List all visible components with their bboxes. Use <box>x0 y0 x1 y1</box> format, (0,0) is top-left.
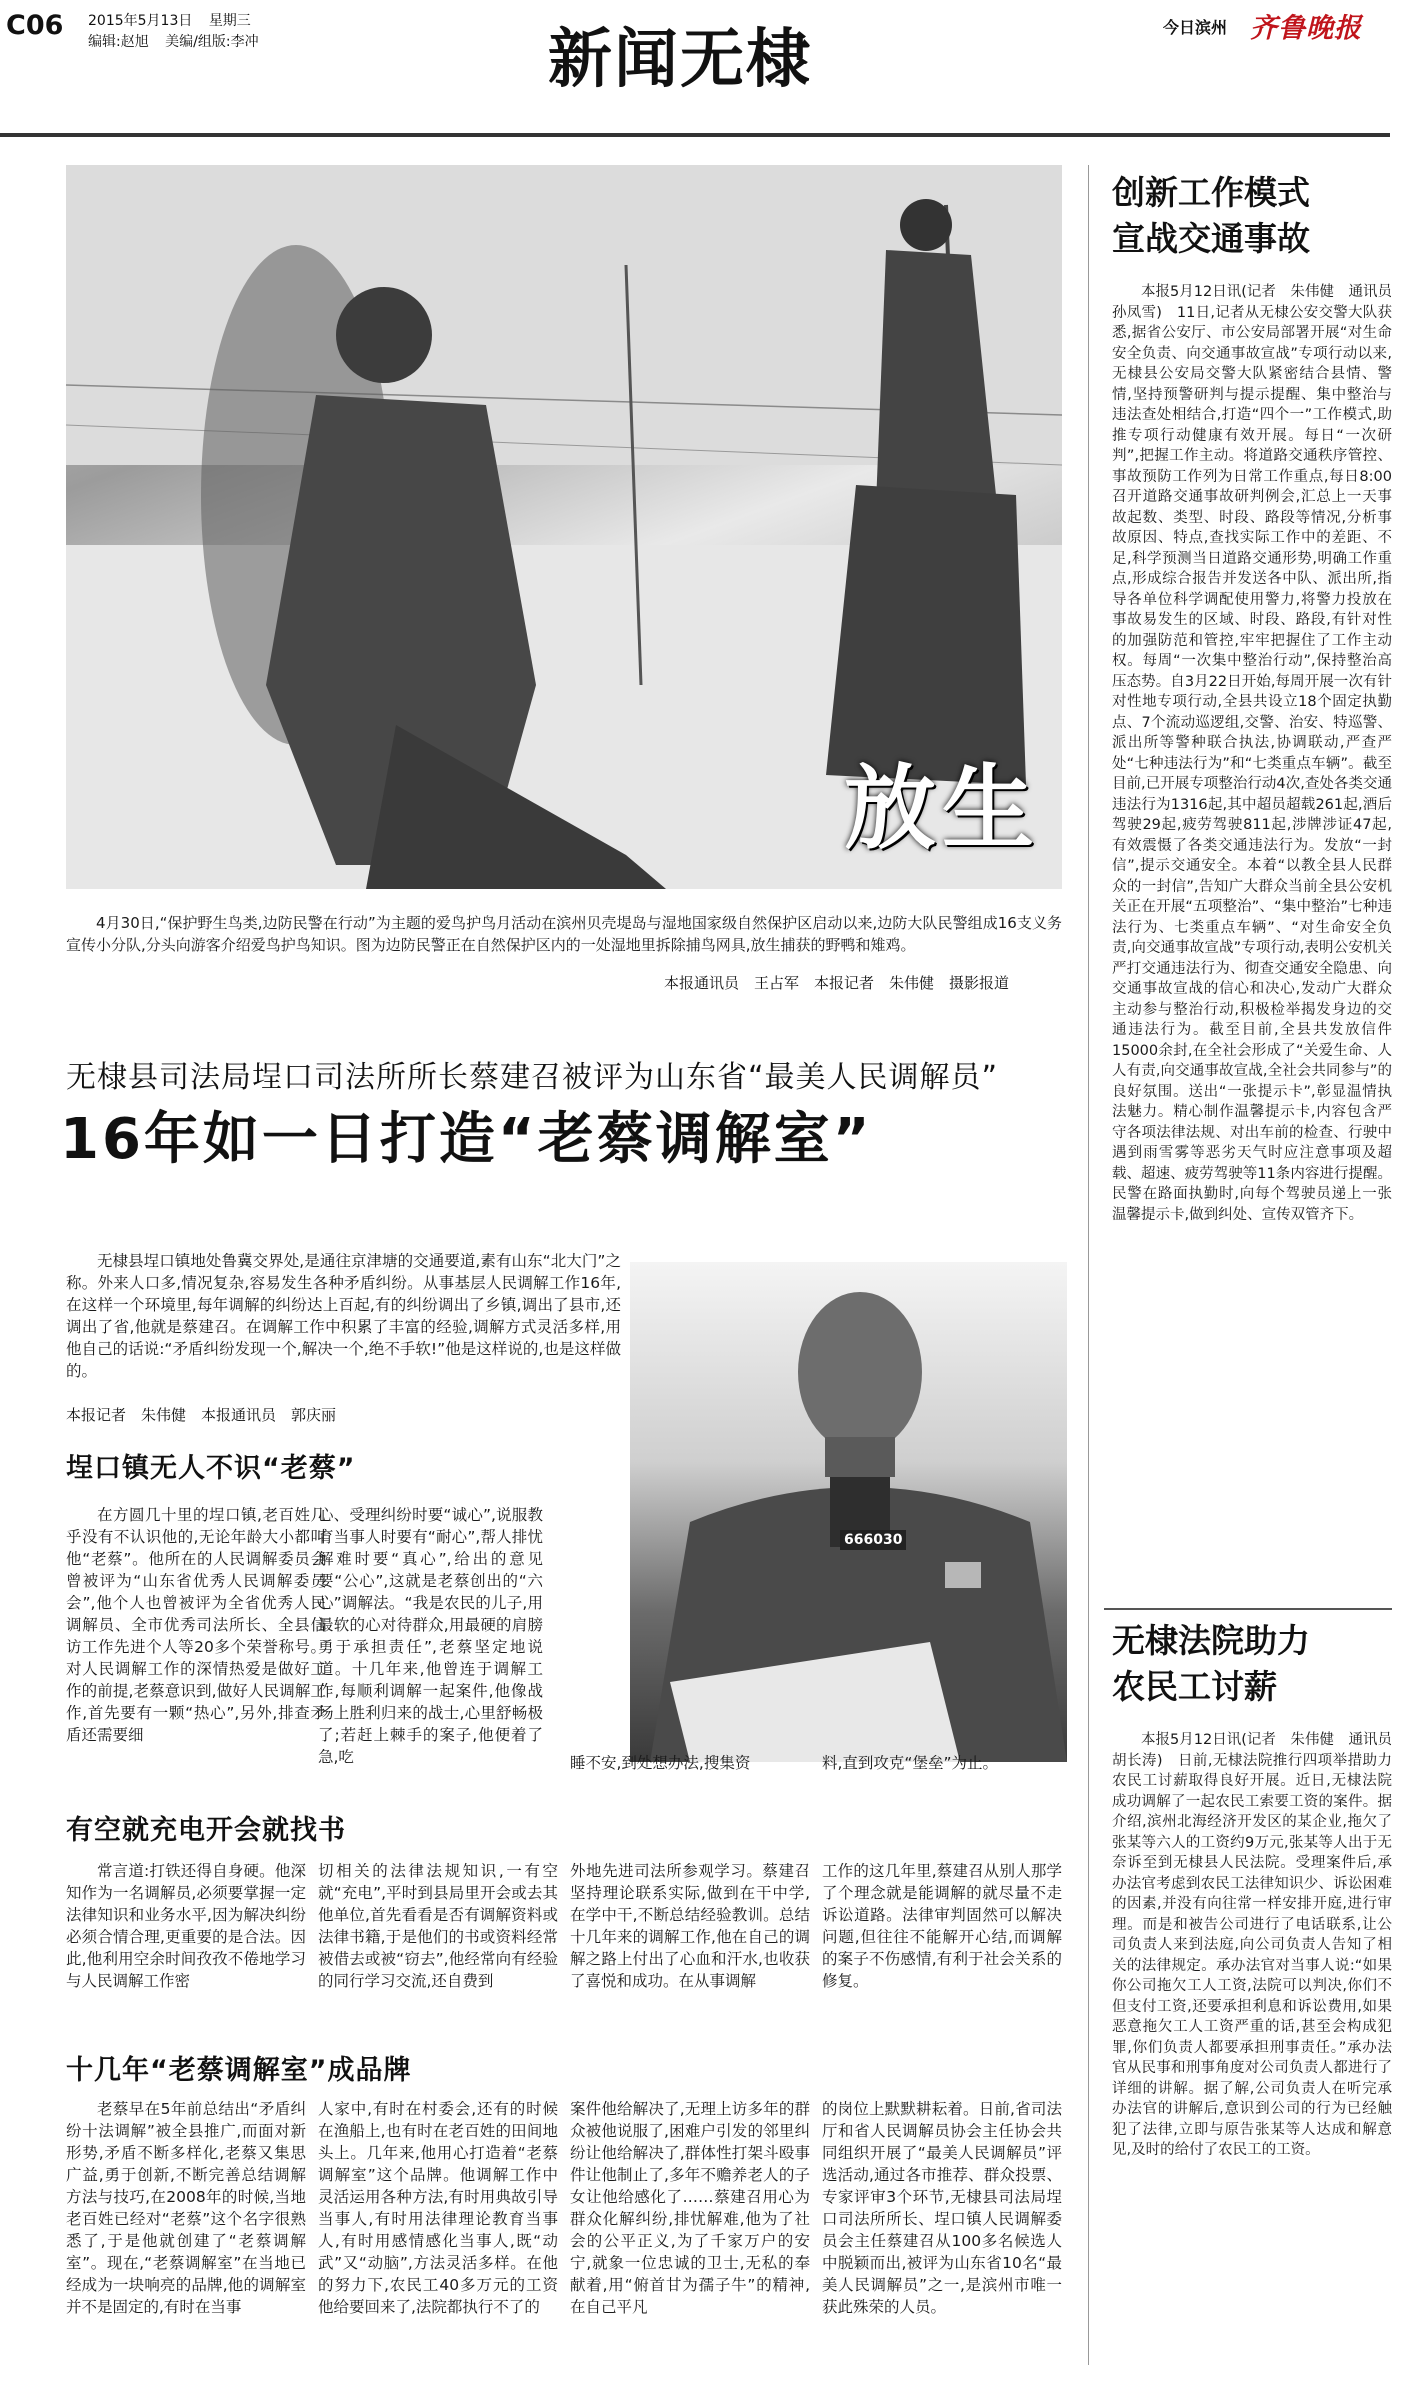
page-number: C06 <box>6 10 64 41</box>
section2-col1-text: 常言道:打铁还得自身硬。他深知作为一名调解员,必须要掌握一定法律知识和业务水平,因为解决纠纷必须合情合理,更重要的是合法。因此,他利用空余时间孜孜不倦地学习与人民调解工作密 <box>66 1862 306 1990</box>
header-editors <box>88 33 259 51</box>
section3-col1-text: 老蔡早在5年前总结出“矛盾纠纷十法调解”被全县推广,而面对新形势,矛盾不断多样化,老蔡又集思广益,勇于创新,不断完善总结调解方法与技巧,在2008年的时候,当地老百姓已经对“老蔡”这个名字很熟悉了,于是他就创建了“老蔡调解室”。现在,“老蔡调解室”在当地已经成为一块响亮的品牌,他的调解室并不是固定的,有时在当事 <box>66 2100 306 2316</box>
designer-text: 美编/组版:李冲 <box>165 34 259 50</box>
section3-title: 十几年“老蔡调解室”成品牌 <box>66 2055 412 2086</box>
section1-title: 埕口镇无人不识“老蔡” <box>66 1453 356 1484</box>
main-lead <box>66 1250 621 1382</box>
section1-col4 <box>822 1752 1062 1774</box>
section3-col4 <box>822 2098 1062 2318</box>
section3-col3-text: 案件他给解决了,无理上访多年的群众被他说服了,困难户引发的邻里纠纷让他给解决了,群体性打架斗殴事件让他制止了,多年不赡养老人的子女让他给感化了……蔡建召用心为群众化解纠纷,排忧解难,他为了社会的公平正义,为了千家万户的安宁,就象一位忠诚的卫士,无私的奉献着,用“俯首甘为孺子牛”的精神,在自己平凡 <box>570 2100 810 2316</box>
editor-text: 编辑:赵旭 <box>88 34 149 50</box>
cai-jianzhao-portrait <box>630 1262 1067 1762</box>
section3-col2-text: 人家中,有时在村委会,还有的时候在渔船上,也有时在老百姓的田间地头上。几年来,他用心打造着“老蔡调解室”这个品牌。他调解工作中灵活运用各种方法,有时用典故引导当事人,有时用法律理论教育当事人,有时用感情感化当事人,既“动武”又“动脑”,方法灵活多样。在他的努力下,农民工40多万元的工资他给要回来了,法院都执行不了的 <box>318 2100 558 2316</box>
right-article1-title-line1: 创新工作模式 <box>1112 173 1310 212</box>
section2-col2 <box>318 1860 558 1992</box>
section3-col3 <box>570 2098 810 2318</box>
section2-col2-text: 切相关的法律法规知识,一有空就“充电”,平时到县局里开会或去其他单位,首先看看是否有调解资料或法律书籍,于是他们的书或资料经常被借去或被“窃去”,他经常向有经验的同行学习交流,还自费到 <box>318 1862 558 1990</box>
main-kicker: 无棣县司法局埕口司法所所长蔡建召被评为山东省“最美人民调解员” <box>66 1060 999 1095</box>
photo-caption <box>66 912 1062 956</box>
right-article2-title-line1: 无棣法院助力 <box>1112 1621 1310 1660</box>
right-column-divider <box>1088 165 1089 2365</box>
main-byline: 本报记者 朱伟健 本报通讯员 郭庆丽 <box>66 1406 337 1424</box>
edition-label: 今日滨州 <box>1163 18 1228 37</box>
section1-col2 <box>318 1504 543 1768</box>
right-article1-title <box>1112 170 1310 262</box>
right-article1-text: 本报5月12日讯(记者 朱伟健 通讯员 孙凤雪) 11日,记者从无棣公安交警大队获悉,据省公安厅、市公安局部署开展“对生命安全负责、向交通事故宣战”专项行动以来,无棣县公安局交警大队紧密结合县情、警情,坚持预警研判与提示提醒、集中整治与违法查处相结合,打造“四个一”工作模式,助推专项行动健康有效开展。每日“一次研判”,把握工作主动。将道路交通秩序管控、事故预防工作列为日常工作重点,每日8:00召开道路交通事故研判例会,汇总上一天事故起数、类型、时段、路段等情况,分析事故原因、特点,查找实际工作中的差距、不足,科学预测当日道路交通形势,明确工作重点,形成综合报告并发送各中队、派出所,指导各单位科学调配使用警力,将警力投放在事故易发生的区域、时段、路段,有针对性的加强防范和管控,牢牢把握住了工作主动权。每周“一次集中整治行动”,保持整治高压态势。自3月22日开始,每周开展一次有针对性地专项行动,全县共设立18个固定执勤点、7个流动巡逻组,交警、治安、特巡警、派出所等警种联合执法,协调联动,严查严处“七种违法行为”和“七类重点车辆”。截至目前,已开展专项整治行动4次,查处各类交通违法行为1316起,其中超员超载261起,酒后驾驶29起,疲劳驾驶811起,涉牌涉证47起,有效震慑了各类交通违法行为。发放“一封信”,提示交通安全。本着“以教全县人民群众的一封信”,告知广大群众当前全县公安机关正在开展“五项整治”、“集中整治”七种违法行为、七类重点车辆”、“对生命安全负责,向交通事故宣战”专项行动,表明公安机关严打交通违法行为、彻查交通安全隐患、向交通事故宣战的信心和决心,发动广大群众主动参与整治行动,积极检举揭发身边的交通违法行为。截至目前,全县共发放信件15000余封,在全社会形成了“关爱生命、人人有责,向交通事故宣战,全社会共同参与”的良好氛围。送出“一张提示卡”,彰显温情执法魅力。精心制作温馨提示卡,内容包含严守各项法律法规、对出车前的检查、行驶中遇到雨雪雾等恶劣天气时应注意事项及超载、超速、疲劳驾驶等11条内容进行提醒。民警在路面执勤时,向每个驾驶员递上一张温馨提示卡,做到纠处、宣传双管齐下。 <box>1112 284 1407 1223</box>
section1-col3 <box>570 1752 810 1774</box>
section2-col4-text: 工作的这几年里,蔡建召从别人那学了个理念就是能调解的就尽量不走诉讼道路。法律审判固然可以解决问题,但往往不能解开心结,而调解的案子不伤感情,有利于社会关系的修复。 <box>822 1862 1062 1990</box>
photo-overlay-title: 放生 <box>843 754 1040 862</box>
photo-credit: 本报通讯员 王占军 本报记者 朱伟健 摄影报道 <box>664 974 1010 992</box>
section1-col3-text: 睡不安,到处想办法,搜集资 <box>570 1754 751 1772</box>
section-title: 新闻无棣 <box>548 22 812 97</box>
portrait-illustration <box>630 1262 1067 1762</box>
section3-col2 <box>318 2098 558 2318</box>
police-badge-number: 666030 <box>840 1530 906 1550</box>
right-article2-title-line2: 农民工讨薪 <box>1112 1667 1277 1706</box>
paper-logo: 齐鲁晚报 <box>1250 13 1362 44</box>
section1-col2-text: 心、受理纠纷时要“诚心”,说服教育当事人时要有“耐心”,帮人排忧解难时要“真心”,给出的意见要“公心”,这就是老蔡创出的“六心”调解法。“我是农民的儿子,用最软的心对待群众,用最硬的肩膀勇于承担责任”,老蔡坚定地说道。十几年来,他曾连于调解工作,每顺利调解一起案件,他像战场上胜利归来的战士,心里舒畅极了;若赶上棘手的案子,他便着了急,吃 <box>318 1506 543 1766</box>
header-rule <box>0 133 1390 137</box>
section1-col4-text: 料,直到攻克“堡垒”为止。 <box>822 1754 998 1772</box>
section3-col1 <box>66 2098 306 2318</box>
caption-text: 4月30日,“保护野生鸟类,边防民警在行动”为主题的爱鸟护鸟月活动在滨州贝壳堤岛与湿地国家级自然保护区启动以来,边防大队民警组成16支义务宣传小分队,分头向游客介绍爱鸟护鸟知识。图为边防民警正在自然保护区内的一处湿地里拆除捕鸟网具,放生捕获的野鸭和雉鸡。 <box>66 914 1062 954</box>
header-date <box>88 12 251 30</box>
section1-col1 <box>66 1504 326 1746</box>
main-headline: 16年如一日打造“老蔡调解室” <box>60 1107 873 1172</box>
date-text: 2015年5月13日 <box>88 13 193 29</box>
section3-col4-text: 的岗位上默默耕耘着。日前,省司法厅和省人民调解员协会主任协会共同组织开展了“最美人民调解员”评选活动,通过各市推荐、群众投票、专家评审3个环节,无棣县司法局埕口司法所所长、埕口镇人民调解委员会主任蔡建召从100多名候选人中脱颖而出,被评为山东省10名“最美人民调解员”之一,是滨州市唯一获此殊荣的人员。 <box>822 2100 1062 2316</box>
right-article2-body <box>1112 1730 1407 2370</box>
lead-text: 无棣县埕口镇地处鲁冀交界处,是通往京津塘的交通要道,素有山东“北大门”之称。外来人口多,情况复杂,容易发生各种矛盾纠纷。从事基层人民调解工作16年,在这样一个环境里,每年调解的纠纷达上百起,有的纠纷调出了乡镇,调出了县市,还调出了省,他就是蔡建召。在调解工作中积累了丰富的经验,调解方式灵活多样,用他自己的话说:“矛盾纠纷发现一个,解决一个,绝不手软!”他是这样说的,也是这样做的。 <box>66 1252 621 1380</box>
section1-col1-text: 在方圆几十里的埕口镇,老百姓几乎没有不认识他的,无论年龄大小都叫他“老蔡”。他所在的人民调解委员会曾被评为“山东省优秀人民调解委员会”,他个人也曾被评为全省优秀人民调解员、全市优秀司法所长、全县信访工作先进个人等20多个荣誉称号。对人民调解工作的深情热爱是做好工作的前提,老蔡意识到,做好人民调解工作,首先要有一颗“热心”,另外,排查矛盾还需要细 <box>66 1506 326 1744</box>
right-article1-title-line2: 宣战交通事故 <box>1112 219 1310 258</box>
birds-release-photo <box>66 165 1062 889</box>
section2-col4 <box>822 1860 1062 1992</box>
right-article2-title <box>1112 1618 1310 1710</box>
right-article1-body <box>1112 282 1407 1602</box>
right-divider <box>1104 1608 1392 1610</box>
section2-col3-text: 外地先进司法所参观学习。蔡建召坚持理论联系实际,做到在干中学,在学中干,不断总结经验教训。总结十几年来的调解工作,他在自己的调解之路上付出了心血和汗水,也收获了喜悦和成功。在从事调解 <box>570 1862 810 1990</box>
weekday-text: 星期三 <box>208 13 251 29</box>
right-article2-text: 本报5月12日讯(记者 朱伟健 通讯员 胡长涛) 日前,无棣法院推行四项举措助力农民工讨薪取得良好开展。近日,无棣法院成功调解了一起农民工索要工资的案件。据介绍,滨州北海经济开发区的某企业,拖欠了张某等六人的工资约9万元,张某等人出于无奈诉至到无棣县人民法院。受理案件后,承办法官考虑到农民工法律知识少、诉讼困难的因素,并没有向往常一样安排开庭,进行审理。而是和被告公司进行了电话联系,让公司负责人来到法庭,向公司负责人告知了相关的法律规定。承办法官对当事人说:“如果你公司拖欠工人工资,法院可以判决,你们不但支付工资,还要承担利息和诉讼费用,如果恶意拖欠工人工资严重的话,甚至会构成犯罪,你们负责人都要承担刑事责任。”承办法官从民事和刑事角度对公司负责人都进行了详细的讲解。据了解,公司负责人在听完承办法官的讲解后,意识到公司的行为已经触犯了法律,立即与原告张某等人达成和解意见,及时的给付了农民工的工资。 <box>1112 1732 1407 2158</box>
section2-title: 有空就充电开会就找书 <box>66 1815 346 1846</box>
section2-col3 <box>570 1860 810 1992</box>
section2-col1 <box>66 1860 306 1992</box>
